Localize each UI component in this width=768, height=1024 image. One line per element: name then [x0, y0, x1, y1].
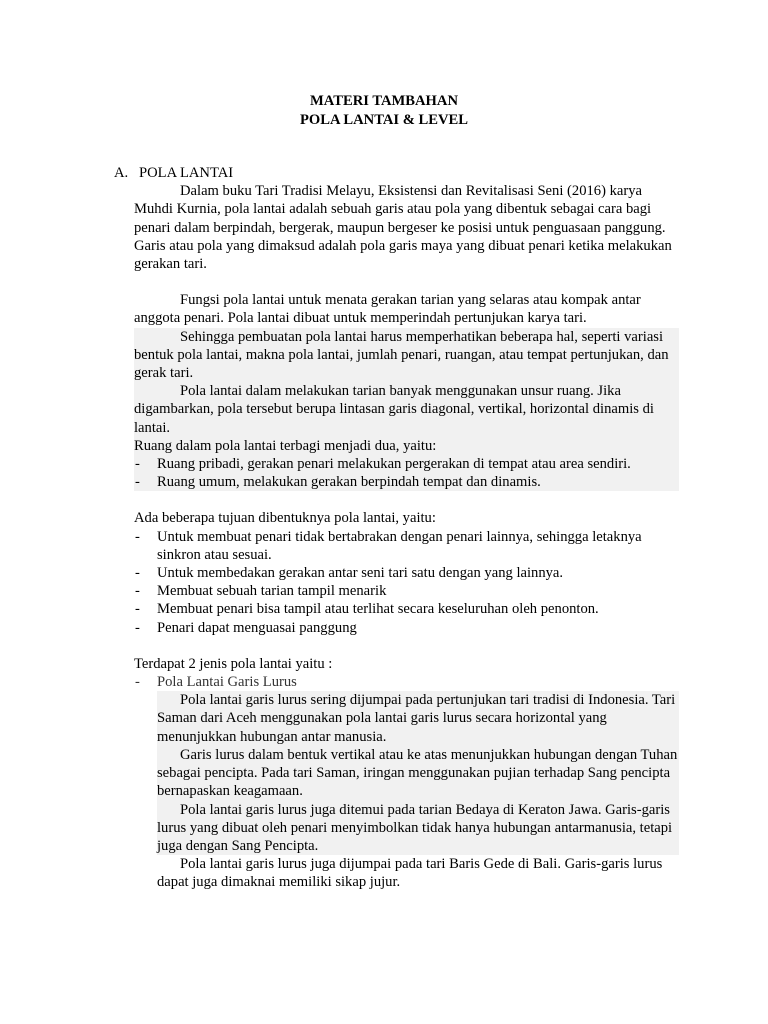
- title-line-1: MATERI TAMBAHAN: [310, 93, 458, 109]
- list-item: - Ruang pribadi, gerakan penari melakukan pergerakan di tempat atau area sendiri.: [134, 455, 679, 473]
- document-body: [114, 164, 679, 892]
- section-a-heading: [114, 164, 679, 182]
- ruang-intro: Ruang dalam pola lantai terbagi menjadi dua, yaitu:: [134, 437, 679, 455]
- tujuan-list: [134, 528, 679, 637]
- list-item: - Penari dapat menguasai panggung: [134, 619, 679, 637]
- document-title: [0, 92, 768, 130]
- paragraph-pembuatan: Sehingga pembuatan pola lantai harus memperhatikan beberapa hal, seperti variasi bentuk pola lantai, makna pola lantai, jumlah penari, ruangan, atau tempat pertunjukan, dan gerak tari.: [134, 328, 679, 383]
- jenis-list: [134, 673, 679, 691]
- garis-lurus-paragraph: Pola lantai garis lurus sering dijumpai pada pertunjukan tari tradisi di Indonesia. Tari Saman dari Aceh menggunakan pola lantai garis lurus secara horizontal yang menunjukkan hubungan antar manusia.: [157, 691, 679, 746]
- list-item: - Membuat sebuah tarian tampil menarik: [134, 582, 679, 600]
- paragraph-fungsi: Fungsi pola lantai untuk menata gerakan tarian yang selaras atau kompak antar anggota penari. Pola lantai dibuat untuk memperindah pertunjukan karya tari.: [134, 292, 641, 327]
- list-item: - Untuk membedakan gerakan antar seni tari satu dengan yang lainnya.: [134, 564, 679, 582]
- list-item: - Untuk membuat penari tidak bertabrakan dengan penari lainnya, sehingga letaknya sinkron atau sesuai.: [134, 528, 679, 564]
- jenis-intro: Terdapat 2 jenis pola lantai yaitu :: [134, 655, 333, 672]
- section-title: POLA LANTAI: [139, 165, 234, 181]
- jenis-item-garis-lurus: - Pola Lantai Garis Lurus: [134, 673, 679, 691]
- ruang-list: [134, 455, 679, 491]
- title-line-2: POLA LANTAI & LEVEL: [300, 112, 468, 128]
- garis-lurus-paragraph: Garis lurus dalam bentuk vertikal atau ke atas menunjukkan hubungan dengan Tuhan sebagai pencipta. Pada tari Saman, iringan menggunakan pujian terhadap Sang pencipta bernapaskan keagamaan.: [157, 746, 678, 800]
- list-item: - Membuat penari bisa tampil atau terlihat secara keseluruhan oleh penonton.: [134, 600, 679, 618]
- paragraph-definition: Dalam buku Tari Tradisi Melayu, Eksistensi dan Revitalisasi Seni (2016) karya Muhdi Kurnia, pola lantai adalah sebuah garis atau pola yang dibentuk sebagai cara bagi penari dalam berpindah, bergerak, maupun bergeser ke posisi untuk penguasaan panggung. Garis atau pola yang dimaksud adalah pola garis maya yang dibuat penari ketika melakukan gerakan tari.: [134, 183, 672, 273]
- section-number: A.: [114, 165, 129, 181]
- tujuan-intro: Ada beberapa tujuan dibentuknya pola lantai, yaitu:: [134, 510, 436, 527]
- garis-lurus-paragraph: Pola lantai garis lurus juga ditemui pada tarian Bedaya di Keraton Jawa. Garis-garis lurus yang dibuat oleh penari menyimbolkan tidak hanya hubungan antarmanusia, tetapi juga dengan Sang Pencipta.: [157, 801, 679, 856]
- list-item: - Ruang umum, melakukan gerakan berpindah tempat dan dinamis.: [134, 473, 679, 491]
- garis-lurus-paragraph: Pola lantai garis lurus juga dijumpai pada tari Baris Gede di Bali. Garis-garis lurus dapat juga dimaknai memiliki sikap jujur.: [157, 856, 663, 891]
- paragraph-ruang: Pola lantai dalam melakukan tarian banyak menggunakan unsur ruang. Jika digambarkan, pola tersebut berupa lintasan garis diagonal, vertikal, horizontal dinamis di lantai.: [134, 382, 679, 437]
- garis-lurus-description: [134, 691, 679, 891]
